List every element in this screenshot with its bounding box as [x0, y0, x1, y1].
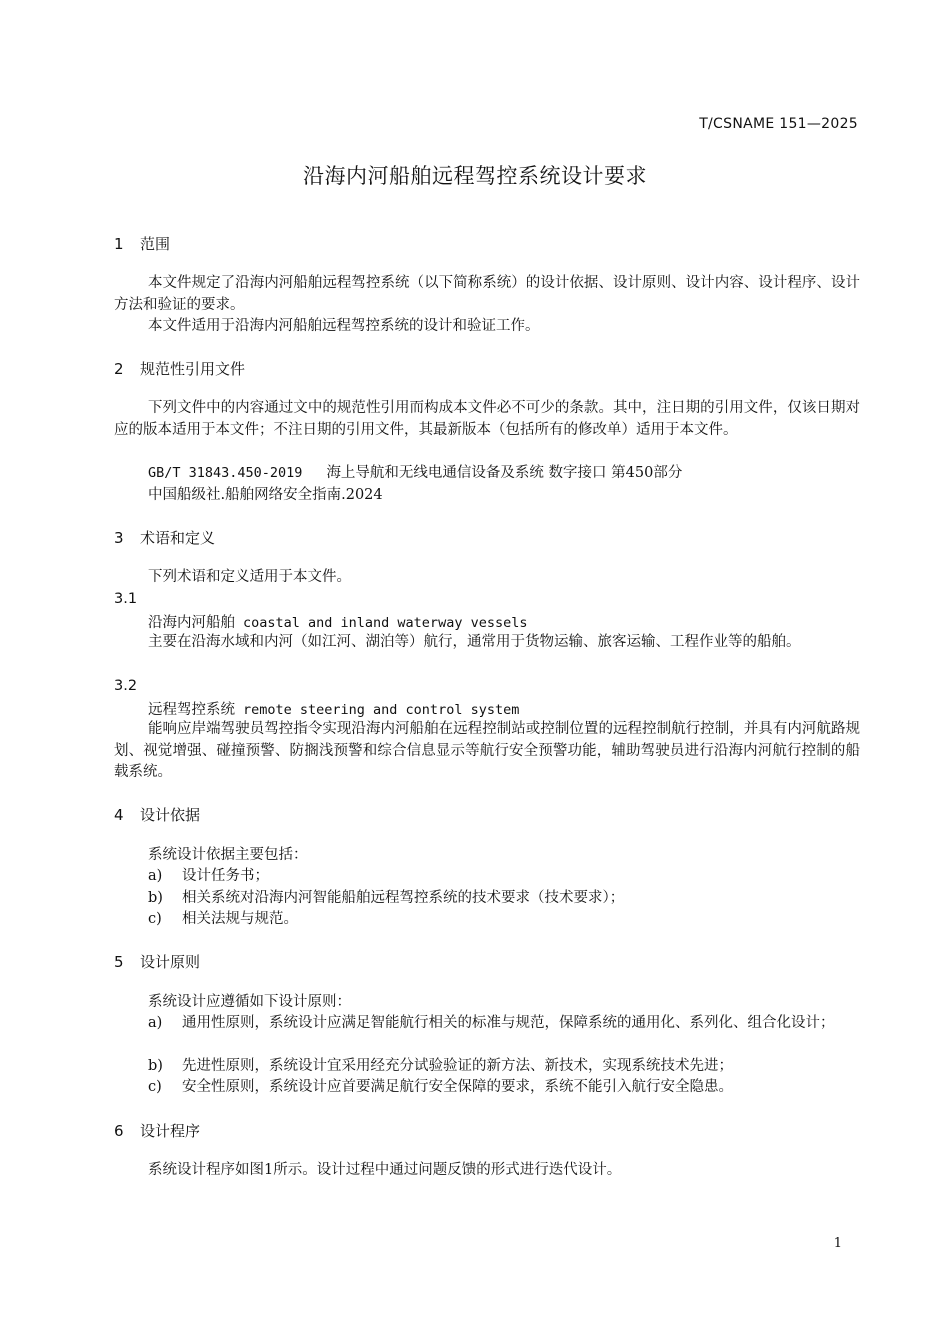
- term-3-2-definition: 能响应岸端驾驶员驾控指令实现沿海内河船舶在远程控制站或控制位置的远程控制航行控制，并具有内河航路规划、视觉增强、碰撞预警、防搁浅预警和综合信息显示等航行安全预警功能，辅助驾驶员进行沿海内河航行控制的船载系统。: [114, 721, 860, 780]
- section-6-paragraph-1: 系统设计程序如图1所示。设计过程中通过问题反馈的形式进行迭代设计。: [148, 1162, 622, 1178]
- section-1-paragraph-2: 本文件适用于沿海内河船舶远程驾控系统的设计和验证工作。: [148, 318, 540, 334]
- term-3-2: 远程驾控系统 remote steering and control system: [148, 702, 520, 718]
- list-item: c) 安全性原则，系统设计应首要满足航行安全保障的要求，系统不能引入航行安全隐患。: [148, 1079, 733, 1095]
- document-title: 沿海内河船舶远程驾控系统设计要求: [303, 164, 647, 188]
- section-1-paragraph-1: 本文件规定了沿海内河船舶远程驾控系统（以下简称系统）的设计依据、设计原则、设计内容、设计程序、设计方法和验证的要求。: [114, 275, 860, 313]
- section-4-heading: 4 设计依据: [114, 806, 201, 824]
- list-item: b) 先进性原则，系统设计宜采用经充分试验验证的新方法、新技术，实现系统技术先进；: [148, 1058, 733, 1074]
- section-4-intro: 系统设计依据主要包括：: [148, 847, 308, 863]
- section-5-intro: 系统设计应遵循如下设计原则：: [148, 994, 351, 1010]
- document-number: T/CSNAME 151—2025: [699, 116, 858, 132]
- section-3-heading: 3 术语和定义: [114, 529, 216, 547]
- section-3-intro: 下列术语和定义适用于本文件。: [148, 569, 351, 585]
- list-item: a) 通用性原则，系统设计应满足智能航行相关的标准与规范，保障系统的通用化、系列化、组合化设计；: [148, 1015, 835, 1031]
- section-2-paragraph-1: 下列文件中的内容通过文中的规范性引用而构成本文件必不可少的条款。其中，注日期的引用文件，仅该日期对应的版本适用于本文件；不注日期的引用文件，其最新版本（包括所有的修改单）适用于本文件。: [114, 400, 860, 438]
- section-1-heading: 1 范围: [114, 235, 171, 253]
- term-3-1: 沿海内河船舶 coastal and inland waterway vessels: [148, 615, 528, 631]
- section-6-heading: 6 设计程序: [114, 1122, 201, 1140]
- section-2-heading: 2 规范性引用文件: [114, 360, 246, 378]
- term-3-1-number: 3.1: [114, 591, 138, 607]
- list-item: a) 设计任务书；: [148, 868, 269, 884]
- term-3-1-definition: 主要在沿海水域和内河（如江河、湖泊等）航行，通常用于货物运输、旅客运输、工程作业等的船舶。: [148, 634, 801, 650]
- list-item: b) 相关系统对沿海内河智能船舶远程驾控系统的技术要求（技术要求）；: [148, 890, 625, 906]
- section-5-heading: 5 设计原则: [114, 953, 201, 971]
- reference-2: 中国船级社.船舶网络安全指南.2024: [148, 487, 383, 503]
- term-3-2-number: 3.2: [114, 678, 138, 694]
- reference-1: GB/T 31843.450-2019 海上导航和无线电通信设备及系统 数字接口 第450部分: [148, 465, 683, 481]
- page-number: 1: [833, 1236, 842, 1251]
- list-item: c) 相关法规与规范。: [148, 911, 298, 927]
